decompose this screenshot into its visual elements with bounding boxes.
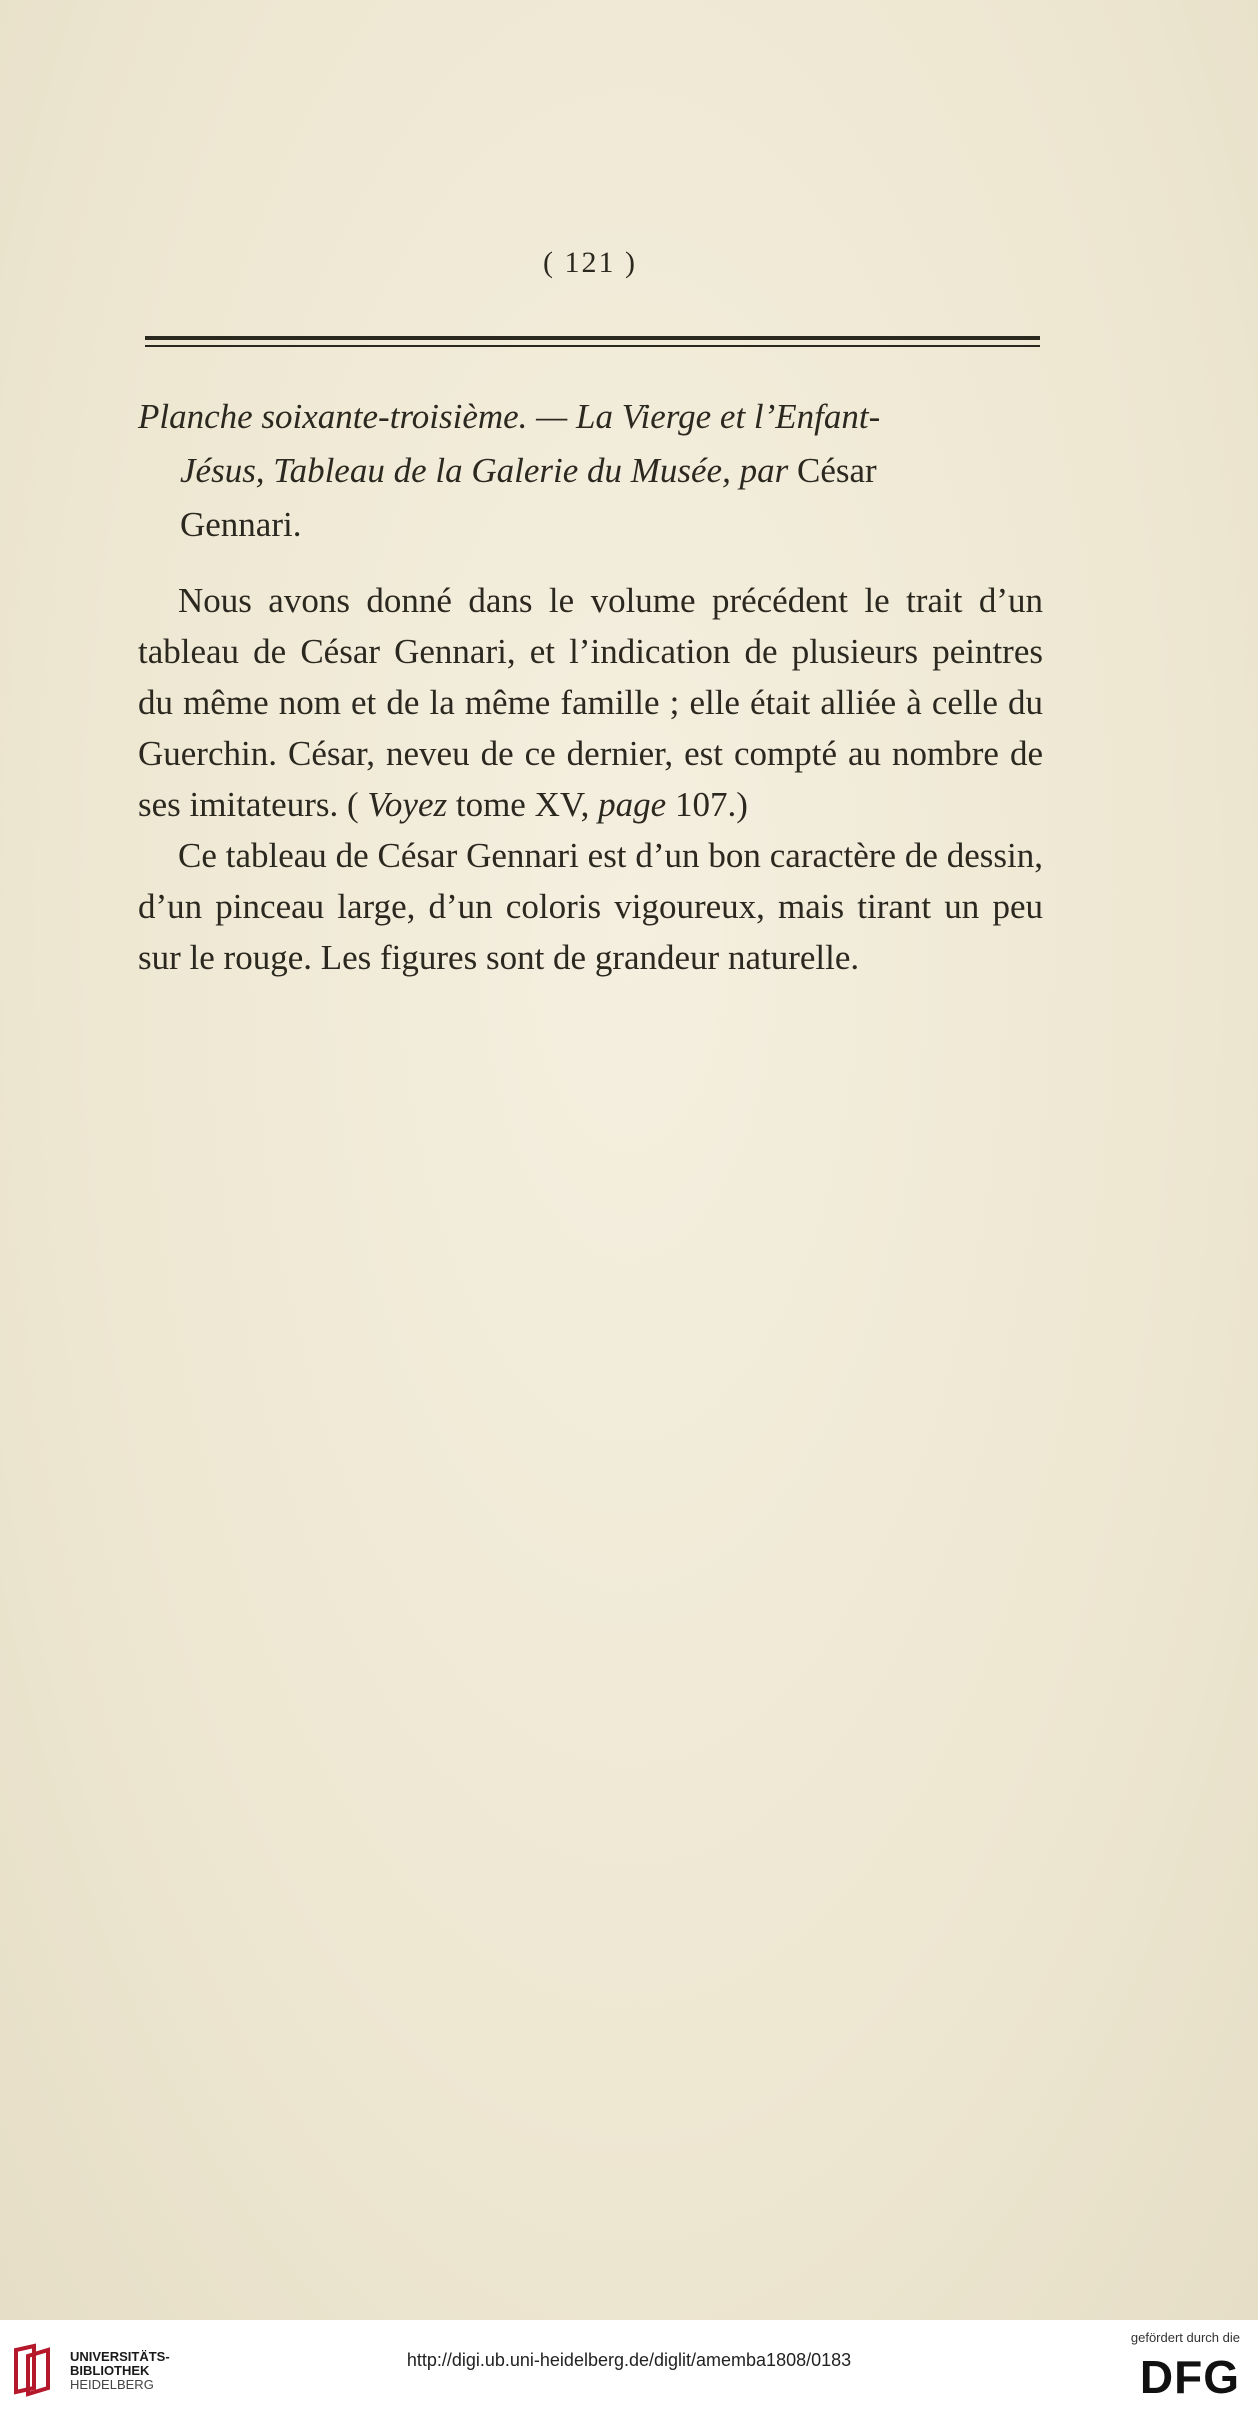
paragraph-1 — [138, 575, 1043, 830]
plate-title — [138, 390, 1048, 552]
plate-title-line3: Gennari. — [180, 505, 302, 544]
paragraph-1-tome: tome XV, — [455, 785, 590, 824]
paragraph-1-text: Nous avons donné dans le volume précédent le trait d’un tableau de César Gennari, et l’indication de plusieurs peintres du même nom et de la même famille ; elle était alliée à celle du Guerchin. César, neveu de ce dernier, est compté au nombre de ses imitateurs. ( — [138, 581, 1043, 824]
paragraph-2: Ce tableau de César Gennari est d’un bon caractère de dessin, d’un pinceau large, d’un coloris vigoureux, mais tirant un peu sur le rouge. Les figures sont de grandeur naturelle. — [138, 836, 1043, 977]
funded-by-label: gefördert durch die — [1130, 2330, 1240, 2345]
logo-line-3: HEIDELBERG — [70, 2377, 154, 2392]
dfg-logo: DFG — [1139, 2351, 1240, 2403]
logo-line-2: BIBLIOTHEK — [70, 2363, 150, 2378]
paragraph-1-end: 107.) — [674, 785, 748, 824]
footer-bar — [0, 2320, 1258, 2411]
paragraph-1-page: page — [598, 785, 667, 824]
body-text — [138, 575, 1043, 983]
header-rule-thin — [145, 345, 1040, 347]
plate-title-line2 — [138, 444, 1048, 498]
logo-line-1: UNIVERSITÄTS- — [70, 2349, 170, 2364]
plate-title-line2-roman: César — [796, 451, 877, 490]
plate-title-line2-italic: Jésus, Tableau de la Galerie du Musée, par — [180, 451, 789, 490]
permalink-url[interactable]: http://digi.ub.uni-heidelberg.de/diglit/amemba1808/0183 — [406, 2350, 852, 2370]
plate-title-line1: Planche soixante-troisième. — La Vierge et l’Enfant- — [138, 397, 881, 436]
header-rule-thick — [145, 336, 1040, 340]
page-number: ( 121 ) — [543, 246, 637, 279]
paragraph-1-voyez: Voyez — [367, 785, 448, 824]
